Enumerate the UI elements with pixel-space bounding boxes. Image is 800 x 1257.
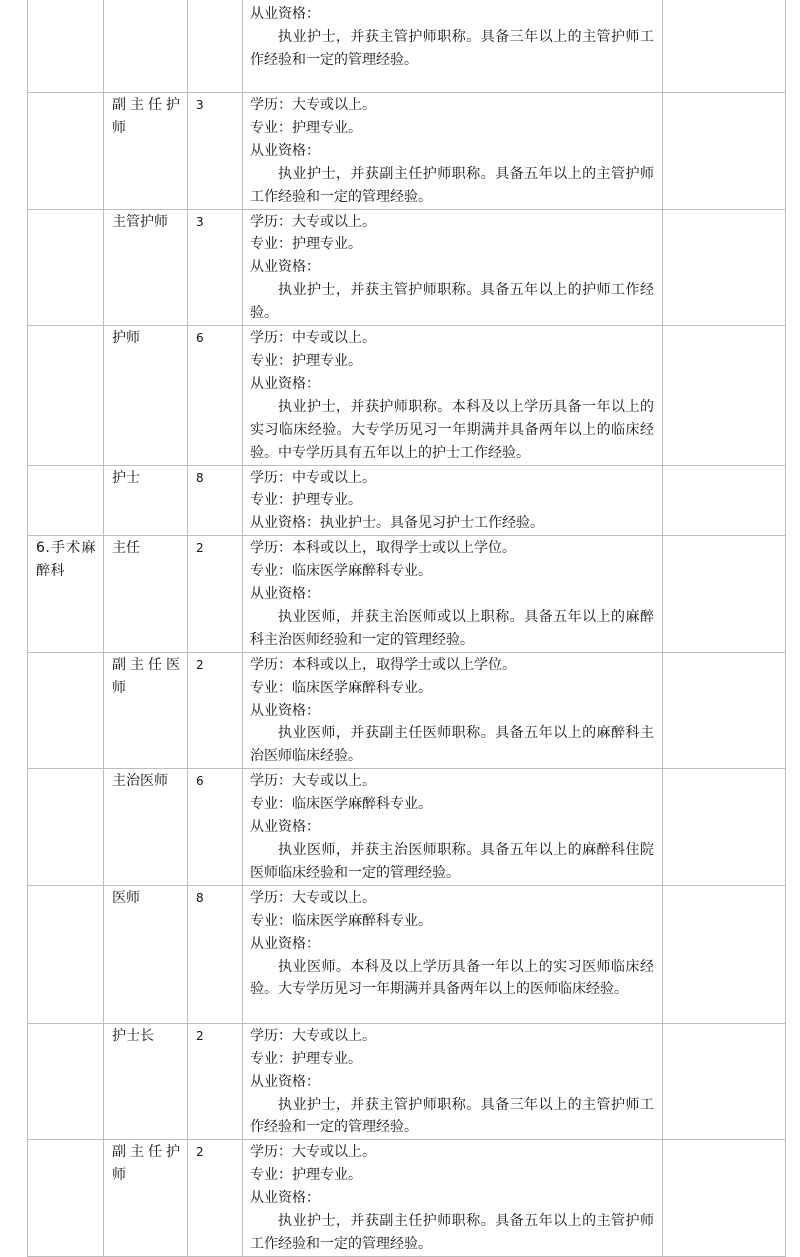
major-text: 专业：护理专业。 [250,492,362,509]
headcount-cell: 2 [188,652,243,769]
qualification-label: 从业资格： [250,586,320,603]
table-row [28,1140,786,1257]
requirements-cell [243,769,663,886]
dept-cell [28,465,104,536]
education-text: 学历：大专或以上。 [250,889,376,906]
table-row [28,652,786,769]
table-row [28,465,786,536]
qualification-text: 执业护士，并获护师职称。本科及以上学历具备一年以上的实习临床经验。大专学历见习一年期满并具备两年以上的临床经验。中专学历具有五年以上的护士工作经验。 [250,398,654,461]
dept-cell [28,93,104,210]
major-text: 专业：护理专业。 [250,1167,362,1184]
requirements-cell [243,209,663,326]
table-row [28,326,786,465]
qualification-text: 执业护士，并获主管护师职称。具备三年以上的主管护师工作经验和一定的管理经验。 [250,28,654,68]
dept-cell [28,1023,104,1140]
headcount-cell: 6 [188,769,243,886]
table-row [28,1023,786,1140]
major-text: 专业：临床医学麻醉科专业。 [250,796,432,813]
qualification-text: 执业护士，并获主管护师职称。具备三年以上的主管护师工作经验和一定的管理经验。 [250,1096,654,1136]
headcount-cell: 8 [188,465,243,536]
education-text: 学历：大专或以上。 [250,1027,376,1044]
table-row [28,0,786,93]
education-text: 学历：本科或以上，取得学士或以上学位。 [250,656,516,673]
dept-cell [28,0,104,93]
education-text: 学历：大专或以上。 [250,213,376,230]
qualification-label: 从业资格： [250,375,320,392]
headcount-cell: 8 [188,885,243,1023]
position-cell: 副主任医师 [104,652,188,769]
requirements-cell [243,1140,663,1257]
major-text: 专业：护理专业。 [250,352,362,369]
requirements-cell [243,885,663,1023]
notes-cell [663,652,786,769]
qualification-label: 从业资格： [250,1190,320,1207]
notes-cell [663,465,786,536]
notes-cell [663,1023,786,1140]
notes-cell [663,93,786,210]
table-row [28,769,786,886]
notes-cell [663,1140,786,1257]
table-row [28,93,786,210]
education-text: 学历：中专或以上。 [250,330,376,347]
qualification-text: 执业护士，并获副主任护师职称。具备五年以上的主管护师工作经验和一定的管理经验。 [250,165,654,205]
major-text: 专业：护理专业。 [250,119,362,136]
table-row [28,209,786,326]
qualification-text: 执业医师，并获主治医师职称。具备五年以上的麻醉科住院医师临床经验和一定的管理经验。 [250,842,654,881]
education-text: 学历：中专或以上。 [250,469,376,486]
staffing-requirements-table [27,0,786,1257]
position-cell: 副主任护师 [104,93,188,210]
major-text: 专业：临床医学麻醉科专业。 [250,912,432,929]
dept-cell [28,209,104,326]
dept-cell [28,326,104,465]
position-cell: 副主任护师 [104,1140,188,1257]
requirements-cell [243,465,663,536]
requirements-cell [243,536,663,653]
position-cell: 主管护师 [104,209,188,326]
qualification-text: 执业护士，并获主管护师职称。具备五年以上的护师工作经验。 [250,282,654,322]
qualification-label: 从业资格： [250,935,320,952]
education-text: 学历：本科或以上，取得学士或以上学位。 [250,540,516,557]
table-row [28,885,786,1023]
position-cell: 医师 [104,885,188,1023]
notes-cell [663,209,786,326]
position-cell: 护士 [104,465,188,536]
qualification-text: 执业护士，并获副主任护师职称。具备五年以上的主管护师工作经验和一定的管理经验。 [250,1213,654,1252]
requirements-cell [243,0,663,93]
requirements-cell [243,1023,663,1140]
headcount-cell [188,0,243,93]
qualification-text: 执业医师。本科及以上学历具备一年以上的实习医师临床经验。大专学历见习一年期满并具备两年以上的医师临床经验。 [250,958,654,998]
major-text: 专业：临床医学麻醉科专业。 [250,563,432,580]
major-text: 专业：临床医学麻醉科专业。 [250,679,432,696]
major-text: 专业：护理专业。 [250,1050,362,1067]
requirements-cell [243,326,663,465]
notes-cell [663,536,786,653]
dept-cell [28,1140,104,1257]
requirements-cell [243,93,663,210]
notes-cell [663,326,786,465]
position-cell: 主治医师 [104,769,188,886]
major-text: 专业：护理专业。 [250,236,362,253]
qualification-text: 执业医师，并获主治医师或以上职称。具备五年以上的麻醉科主治医师经验和一定的管理经验。 [250,608,654,648]
requirements-cell [243,652,663,769]
education-text: 学历：大专或以上。 [250,97,376,113]
qualification-label: 从业资格： [250,259,320,276]
qualification-label: 从业资格： [250,702,320,719]
headcount-cell: 3 [188,93,243,210]
qualification-label: 从业资格： [250,1073,320,1090]
education-text: 学历：大专或以上。 [250,773,376,790]
headcount-cell: 3 [188,209,243,326]
table-row [28,536,786,653]
position-cell: 护士长 [104,1023,188,1140]
notes-cell [663,885,786,1023]
headcount-cell: 2 [188,1140,243,1257]
notes-cell [663,769,786,886]
qualification-text: 从业资格：执业护士。具备见习护士工作经验。 [250,515,544,532]
dept-cell [28,769,104,886]
qualification-text: 执业医师，并获副主任医师职称。具备五年以上的麻醉科主治医师临床经验。 [250,725,654,765]
education-text: 学历：大专或以上。 [250,1144,376,1161]
qualification-label: 从业资格： [250,819,320,836]
position-cell: 护师 [104,326,188,465]
position-cell: 主任 [104,536,188,653]
headcount-cell: 6 [188,326,243,465]
dept-cell [28,652,104,769]
dept-cell [28,885,104,1023]
qualification-label: 从业资格： [250,5,320,22]
headcount-cell: 2 [188,1023,243,1140]
qualification-label: 从业资格： [250,142,320,159]
position-cell [104,0,188,93]
headcount-cell: 2 [188,536,243,653]
dept-cell: 6.手术麻醉科 [28,536,104,653]
notes-cell [663,0,786,93]
